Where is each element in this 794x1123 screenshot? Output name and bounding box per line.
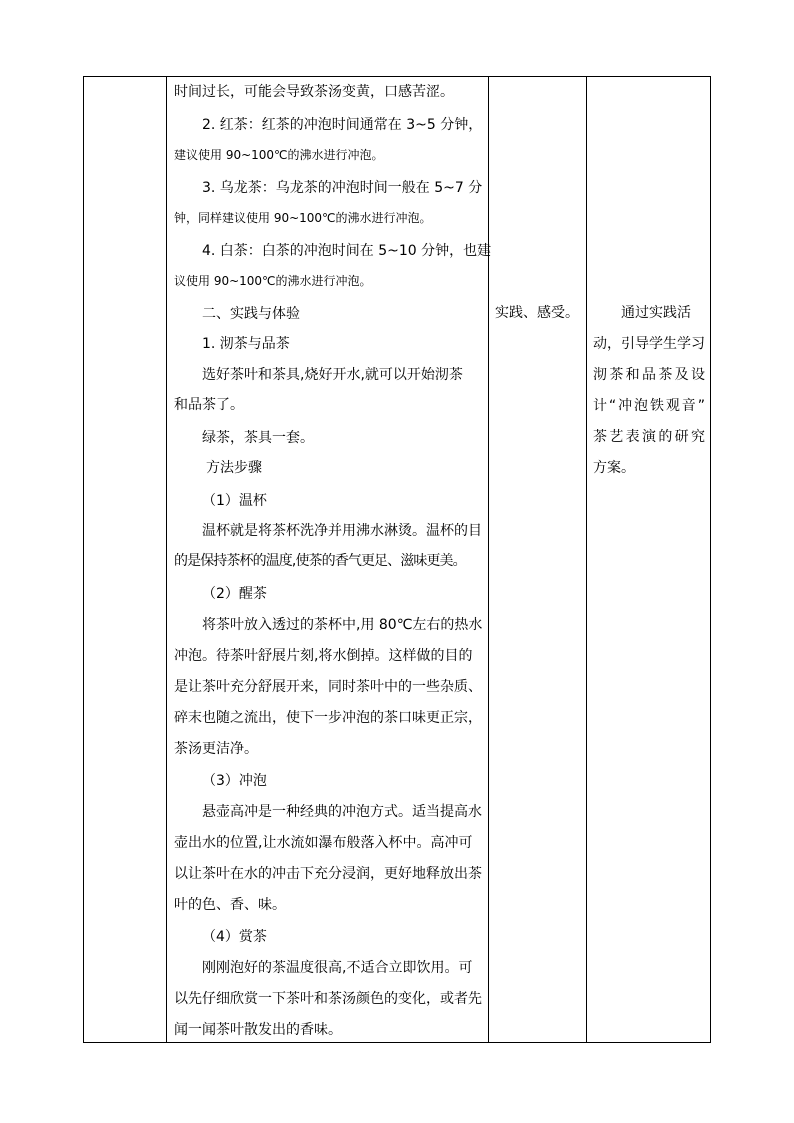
content-line: 以先仔细欣赏一下茶叶和茶汤颜色的变化，或者先 <box>174 991 482 1007</box>
content-line: 4. 白茶：白茶的冲泡时间在 5~10 分钟，也建 <box>202 243 492 259</box>
intent-line: 通过实践活 <box>621 305 691 321</box>
intent-line: 沏茶和品茶及设 <box>593 367 705 383</box>
content-line: 刚刚泡好的茶温度很高,不适合立即饮用。可 <box>202 960 473 976</box>
intent-line: 茶艺表演的研究 <box>593 429 705 445</box>
content-line: 3. 乌龙茶：乌龙茶的冲泡时间一般在 5~7 分 <box>202 180 483 196</box>
content-line: 时间过长，可能会导致茶汤变黄，口感苦涩。 <box>174 84 454 100</box>
content-line: 冲泡。待茶叶舒展片刻,将水倒掉。这样做的目的 <box>174 648 473 664</box>
content-line: 选好茶叶和茶具,烧好开水,就可以开始沏茶 <box>202 367 463 383</box>
content-line: 绿茶，茶具一套。 <box>202 430 314 446</box>
content-line: 碎末也随之流出，使下一步冲泡的茶口味更正宗， <box>174 710 482 726</box>
content-line: 将茶叶放入透过的茶杯中,用 80℃左右的热水 <box>202 617 483 633</box>
content-line: 建议使用 90~100℃的沸水进行冲泡。 <box>174 148 384 162</box>
teaching-content-column <box>166 77 492 1042</box>
content-line: 是让茶叶充分舒展开来，同时茶叶中的一些杂质、 <box>174 679 482 695</box>
content-line: 壶出水的位置,让水流如瀑布般落入杯中。高冲可 <box>174 835 473 851</box>
step-title: （2）醒茶 <box>202 586 267 602</box>
intent-line: 计“冲泡铁观音” <box>593 398 705 414</box>
content-line: 的是保持茶杯的温度,使茶的香气更足、滋味更美。 <box>174 553 466 569</box>
step-title: （4）赏茶 <box>202 929 267 945</box>
content-line: 叶的色、香、味。 <box>174 897 286 913</box>
content-line: 闻一闻茶叶散发出的香味。 <box>174 1022 342 1038</box>
design-intent-column <box>587 77 711 1042</box>
lesson-plan-table <box>83 76 711 1043</box>
content-line: 悬壶高冲是一种经典的冲泡方式。适当提高水 <box>202 804 482 820</box>
content-line: 以让茶叶在水的冲击下充分浸润，更好地释放出茶 <box>174 866 482 882</box>
content-line: 钟，同样建议使用 90~100℃的沸水进行冲泡。 <box>174 211 432 225</box>
content-line: 议使用 90~100℃的沸水进行冲泡。 <box>174 274 372 288</box>
method-title: 方法步骤 <box>206 460 262 476</box>
intent-line: 方案。 <box>593 460 635 476</box>
content-line: 温杯就是将茶杯洗净并用沸水淋烫。温杯的目 <box>202 523 482 539</box>
content-line: 茶汤更洁净。 <box>174 741 258 757</box>
student-activity-column <box>489 77 586 1042</box>
section-title: 二、实践与体验 <box>202 306 300 322</box>
activity-text: 实践、感受。 <box>495 305 579 321</box>
step-title: （1）温杯 <box>202 493 267 509</box>
content-line: 和品茶了。 <box>174 397 244 413</box>
step-title: （3）冲泡 <box>202 773 267 789</box>
subsection-title: 1. 沏茶与品茶 <box>202 336 290 352</box>
content-line: 2. 红茶：红茶的冲泡时间通常在 3~5 分钟， <box>202 117 483 133</box>
intent-line: 动，引导学生学习 <box>593 336 705 352</box>
